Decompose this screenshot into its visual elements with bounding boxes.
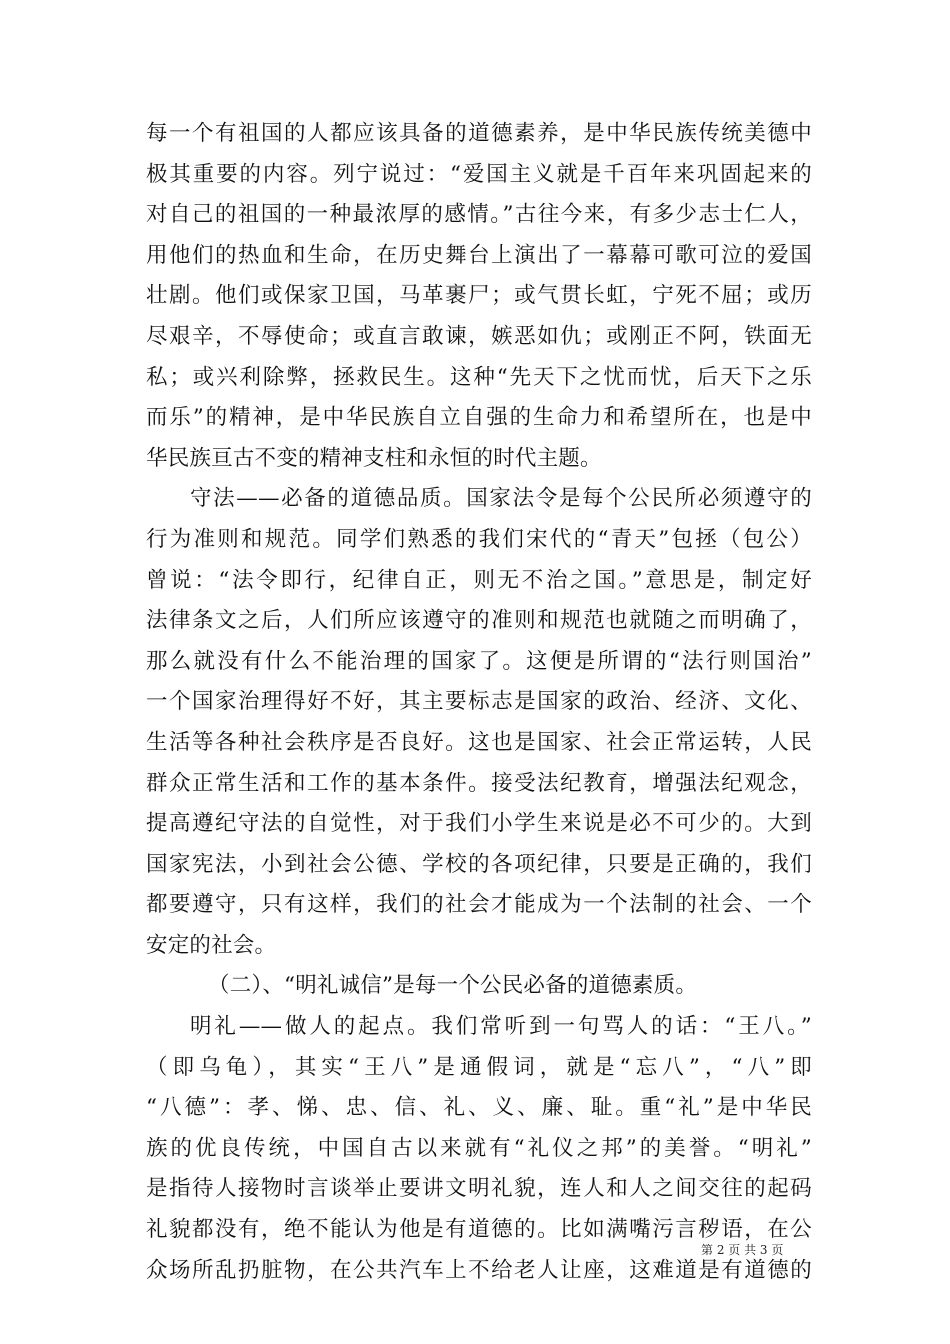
text-line: 族的优良传统，中国自古以来就有“礼仪之邦”的美誉。“明礼” <box>146 1135 812 1161</box>
text-line: 而乐”的精神，是中华民族自立自强的生命力和希望所在，也是中 <box>146 405 812 431</box>
text-line: 提高遵纪守法的自觉性，对于我们小学生来说是必不可少的。大到 <box>146 811 812 837</box>
text-line: 行为准则和规范。同学们熟悉的我们宋代的“青天”包拯（包公） <box>146 526 812 552</box>
text-line: 法律条文之后，人们所应该遵守的准则和规范也就随之而明确了， <box>146 608 812 634</box>
text-line: 安定的社会。 <box>146 932 277 958</box>
text-line: 对自己的祖国的一种最浓厚的感情。”古往今来，有多少志士仁人， <box>146 202 812 228</box>
text-line: “八德”：孝、悌、忠、信、礼、义、廉、耻。重“礼”是中华民 <box>146 1095 812 1121</box>
text-line: 是指待人接物时言谈举止要讲文明礼貌，连人和人之间交往的起码 <box>146 1176 812 1202</box>
document-body <box>146 114 812 1291</box>
text-line: 生活等各种社会秩序是否良好。这也是国家、社会正常运转，人民 <box>146 729 812 755</box>
text-line: 极其重要的内容。列宁说过：“爱国主义就是千百年来巩固起来的 <box>146 161 812 187</box>
text-line: 尽艰辛，不辱使命；或直言敢谏，嫉恶如仇；或刚正不阿，铁面无 <box>146 323 812 349</box>
paragraph-start-line: 明礼——做人的起点。我们常听到一句骂人的话：“王八。” <box>190 1014 812 1040</box>
paragraph-start-line: 守法——必备的道德品质。国家法令是每个公民所必须遵守的 <box>190 486 812 512</box>
text-line: 国家宪法，小到社会公德、学校的各项纪律，只要是正确的，我们 <box>146 851 812 877</box>
text-line: 华民族亘古不变的精神支柱和永恒的时代主题。 <box>146 445 602 471</box>
text-line: 都要遵守，只有这样，我们的社会才能成为一个法制的社会、一个 <box>146 892 812 918</box>
text-line: 曾说：“法令即行，纪律自正，则无不治之国。”意思是，制定好 <box>146 567 812 593</box>
text-line: 一个国家治理得好不好，其主要标志是国家的政治、经济、文化、 <box>146 689 812 715</box>
text-line: （即乌龟），其实“王八”是通假词，就是“忘八”，“八”即 <box>146 1054 812 1080</box>
text-line: 那么就没有什么不能治理的国家了。这便是所谓的“法行则国治” <box>146 648 812 674</box>
text-line: 众场所乱扔脏物，在公共汽车上不给老人让座，这难道是有道德的 <box>146 1257 812 1283</box>
page-number: 第 2 页 共 3 页 <box>701 1243 784 1257</box>
text-line: 礼貌都没有，绝不能认为他是有道德的。比如满嘴污言秽语，在公 <box>146 1217 812 1243</box>
section-heading: （二）、“明礼诚信”是每一个公民必备的道德素质。 <box>208 973 698 999</box>
text-line: 群众正常生活和工作的基本条件。接受法纪教育，增强法纪观念， <box>146 770 812 796</box>
text-line: 每一个有祖国的人都应该具备的道德素养，是中华民族传统美德中 <box>146 121 812 146</box>
text-line: 壮剧。他们或保家卫国，马革裹尸；或气贯长虹，宁死不屈；或历 <box>146 283 812 309</box>
text-line: 私；或兴利除弊，拯救民生。这种“先天下之忧而忧，后天下之乐 <box>146 364 812 390</box>
text-line: 用他们的热血和生命，在历史舞台上演出了一幕幕可歌可泣的爱国 <box>146 242 812 268</box>
